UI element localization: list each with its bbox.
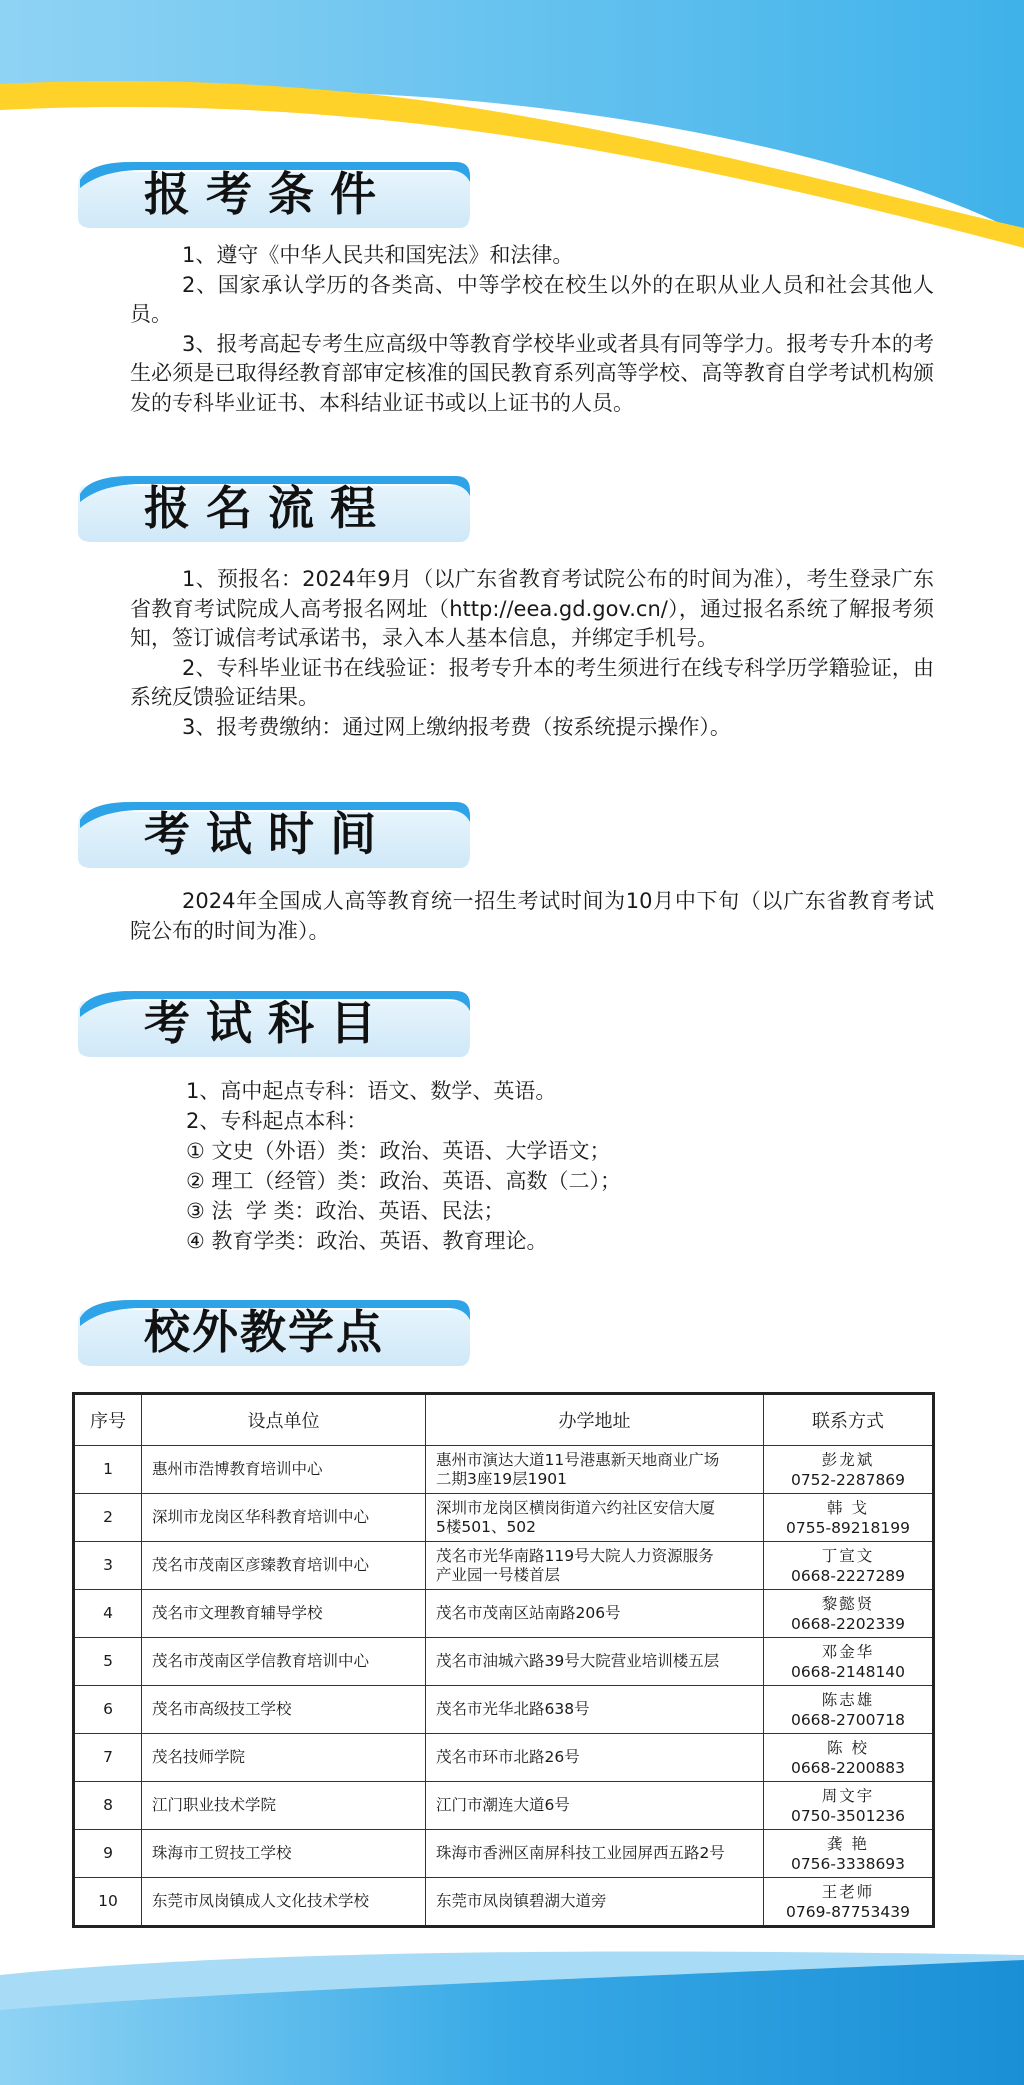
address-cell	[426, 1734, 764, 1782]
address-cell	[426, 1590, 764, 1638]
address-line-2: 产业园一号楼首层	[436, 1565, 561, 1584]
row-index	[74, 1638, 142, 1686]
conditions-text	[130, 241, 934, 418]
contact-phone: 0668-2200883	[790, 1758, 906, 1777]
process-item-3: 3、报考费缴纳：通过网上缴纳报考费（按系统提示操作）。	[182, 714, 731, 739]
contact-name: 邓金华	[821, 1642, 875, 1661]
contact-name: 龚 艳	[827, 1834, 869, 1853]
table-row	[74, 1686, 934, 1734]
table-row	[74, 1446, 934, 1494]
subjects-line-4: ② 理工（经管）类：政治、英语、高数（二）；	[186, 1169, 621, 1193]
unit-name: 珠海市工贸技工学校	[152, 1844, 292, 1862]
section-header-teaching-points	[72, 1296, 472, 1368]
unit-name: 茂名市文理教育辅导学校	[152, 1604, 323, 1622]
table-row	[74, 1590, 934, 1638]
unit-name: 茂名市茂南区学信教育培训中心	[152, 1652, 370, 1670]
process-text	[130, 565, 934, 742]
address-line-1: 珠海市香洲区南屏科技工业园屏西五路2号	[436, 1844, 725, 1862]
unit-cell	[142, 1542, 426, 1590]
address-cell	[426, 1494, 764, 1542]
contact-phone: 0752-2287869	[790, 1470, 906, 1489]
row-index-text: 10	[98, 1892, 118, 1910]
address-line-1: 深圳市龙岗区横岗街道六约社区安信大厦	[436, 1498, 716, 1517]
row-index-text: 8	[103, 1796, 113, 1814]
contact-name: 陈志雄	[821, 1690, 875, 1709]
address-cell	[426, 1830, 764, 1878]
unit-name: 茂名技师学院	[152, 1748, 246, 1766]
contact-cell	[764, 1542, 934, 1590]
contact-cell	[764, 1830, 934, 1878]
conditions-item-3: 3、报考高起专考生应高级中等教育学校毕业或者具有同等学力。报考专升本的考生必须是已取得经教育部审定核准的国民教育系列高等学校、高等教育自学考试机构颁发的专科毕业证书、本科结业证书或以上证书的人员。	[130, 331, 934, 415]
unit-cell	[142, 1446, 426, 1494]
table-row	[74, 1830, 934, 1878]
unit-name: 江门职业技术学院	[152, 1796, 277, 1814]
contact-phone: 0755-89218199	[786, 1518, 910, 1537]
unit-cell	[142, 1494, 426, 1542]
contact-name: 周文宇	[821, 1786, 875, 1805]
unit-cell	[142, 1782, 426, 1830]
row-index	[74, 1782, 142, 1830]
address-line-2: 二期3座19层1901	[436, 1469, 568, 1488]
row-index-text: 7	[103, 1748, 113, 1766]
row-index-text: 6	[103, 1700, 113, 1718]
subjects-line-6: ④ 教育学类：政治、英语、教育理论。	[186, 1229, 548, 1253]
unit-name: 东莞市凤岗镇成人文化技术学校	[152, 1892, 370, 1910]
address-line-1: 惠州市演达大道11号港惠新天地商业广场	[436, 1450, 720, 1469]
contact-phone: 0668-2148140	[790, 1662, 906, 1681]
row-index	[74, 1830, 142, 1878]
unit-name: 深圳市龙岗区华科教育培训中心	[152, 1508, 370, 1526]
section-header-process	[72, 472, 472, 544]
section-title: 校外教学点	[144, 1305, 384, 1359]
unit-cell	[142, 1686, 426, 1734]
contact-cell	[764, 1686, 934, 1734]
contact-cell	[764, 1494, 934, 1542]
unit-cell	[142, 1830, 426, 1878]
address-cell	[426, 1686, 764, 1734]
contact-name: 彭龙斌	[821, 1450, 875, 1469]
address-line-1: 茂名市环市北路26号	[436, 1748, 580, 1766]
conditions-item-2: 2、国家承认学历的各类高、中等学校在校生以外的在职从业人员和社会其他人员。	[130, 272, 934, 326]
section-header-conditions	[72, 158, 472, 230]
section-header-subjects	[72, 987, 472, 1059]
contact-cell	[764, 1638, 934, 1686]
subjects-line-3: ① 文史（外语）类：政治、英语、大学语文；	[186, 1139, 611, 1163]
address-line-1: 茂名市光华北路638号	[436, 1700, 590, 1718]
contact-name: 王老师	[821, 1882, 875, 1901]
table-row	[74, 1734, 934, 1782]
unit-name: 茂名市高级技工学校	[152, 1700, 292, 1718]
contact-cell	[764, 1782, 934, 1830]
row-index	[74, 1542, 142, 1590]
row-index	[74, 1686, 142, 1734]
contact-cell	[764, 1734, 934, 1782]
process-item-2: 2、专科毕业证书在线验证：报考专升本的考生须进行在线专科学历学籍验证，由系统反馈验证结果。	[130, 655, 934, 709]
unit-name: 茂名市茂南区彦臻教育培训中心	[152, 1556, 370, 1574]
contact-cell	[764, 1878, 934, 1927]
row-index-text: 3	[103, 1556, 113, 1574]
address-line-1: 茂名市油城六路39号大院营业培训楼五层	[436, 1652, 720, 1670]
contact-phone: 0750-3501236	[790, 1806, 906, 1825]
process-item-1: 1、预报名：2024年9月（以广东省教育考试院公布的时间为准），考生登录广东省教育考试院成人高考报名网址（http://eea.gd.gov.cn/），通过报名系统了解报考须知，签订诚信考试承诺书，录入本人基本信息，并绑定手机号。	[130, 567, 934, 650]
section-title: 报考条件	[144, 167, 392, 221]
contact-phone: 0769-87753439	[786, 1902, 910, 1921]
table-body	[74, 1446, 934, 1927]
table-row	[74, 1638, 934, 1686]
conditions-item-1: 1、遵守《中华人民共和国宪法》和法律。	[182, 243, 574, 267]
column-header: 设点单位	[142, 1394, 426, 1446]
section-title: 考试时间	[144, 807, 392, 861]
table-row	[74, 1878, 934, 1927]
row-index	[74, 1734, 142, 1782]
address-line-1: 茂名市光华南路119号大院人力资源服务	[436, 1546, 714, 1565]
section-title: 考试科目	[144, 996, 392, 1050]
row-index-text: 9	[103, 1844, 113, 1862]
unit-cell	[142, 1734, 426, 1782]
contact-cell	[764, 1590, 934, 1638]
row-index-text: 1	[103, 1460, 113, 1478]
teaching-points-table	[72, 1392, 935, 1928]
contact-phone: 0756-3338693	[790, 1854, 906, 1873]
column-header: 联系方式	[764, 1394, 934, 1446]
address-cell	[426, 1638, 764, 1686]
address-cell	[426, 1878, 764, 1927]
subjects-line-5: ③ 法 学 类：政治、英语、民法；	[186, 1199, 505, 1223]
address-cell	[426, 1782, 764, 1830]
row-index-text: 4	[103, 1604, 113, 1622]
unit-cell	[142, 1878, 426, 1927]
section-title: 报名流程	[144, 481, 392, 535]
subjects-line-2: 2、专科起点本科：	[186, 1109, 368, 1133]
table-row	[74, 1494, 934, 1542]
contact-name: 陈 校	[827, 1738, 869, 1757]
subjects-list	[186, 1076, 621, 1256]
table-header-row	[74, 1394, 934, 1446]
column-header: 序号	[74, 1394, 142, 1446]
row-index	[74, 1590, 142, 1638]
contact-name: 韩 戈	[827, 1498, 869, 1517]
address-line-1: 江门市潮连大道6号	[436, 1796, 570, 1814]
subjects-line-1: 1、高中起点专科：语文、数学、英语。	[186, 1079, 557, 1103]
row-index	[74, 1494, 142, 1542]
contact-name: 丁宣文	[821, 1546, 875, 1565]
unit-cell	[142, 1638, 426, 1686]
row-index	[74, 1878, 142, 1927]
contact-cell	[764, 1446, 934, 1494]
contact-name: 黎懿贤	[821, 1594, 875, 1613]
unit-name: 惠州市浩博教育培训中心	[152, 1460, 323, 1478]
exam-time-item-1: 2024年全国成人高等教育统一招生考试时间为10月中下旬（以广东省教育考试院公布的时间为准）。	[130, 889, 934, 943]
section-header-exam-time	[72, 798, 472, 870]
row-index-text: 5	[103, 1652, 113, 1670]
row-index	[74, 1446, 142, 1494]
table-row	[74, 1782, 934, 1830]
unit-cell	[142, 1590, 426, 1638]
contact-phone: 0668-2700718	[790, 1710, 906, 1729]
address-cell	[426, 1446, 764, 1494]
table-row	[74, 1542, 934, 1590]
column-header: 办学地址	[426, 1394, 764, 1446]
row-index-text: 2	[103, 1508, 113, 1526]
address-line-1: 东莞市凤岗镇碧湖大道旁	[436, 1892, 607, 1910]
exam-time-text	[130, 887, 934, 946]
address-cell	[426, 1542, 764, 1590]
address-line-1: 茂名市茂南区站南路206号	[436, 1604, 621, 1622]
address-line-2: 5楼501、502	[436, 1517, 537, 1536]
contact-phone: 0668-2202339	[790, 1614, 906, 1633]
contact-phone: 0668-2227289	[790, 1566, 906, 1585]
